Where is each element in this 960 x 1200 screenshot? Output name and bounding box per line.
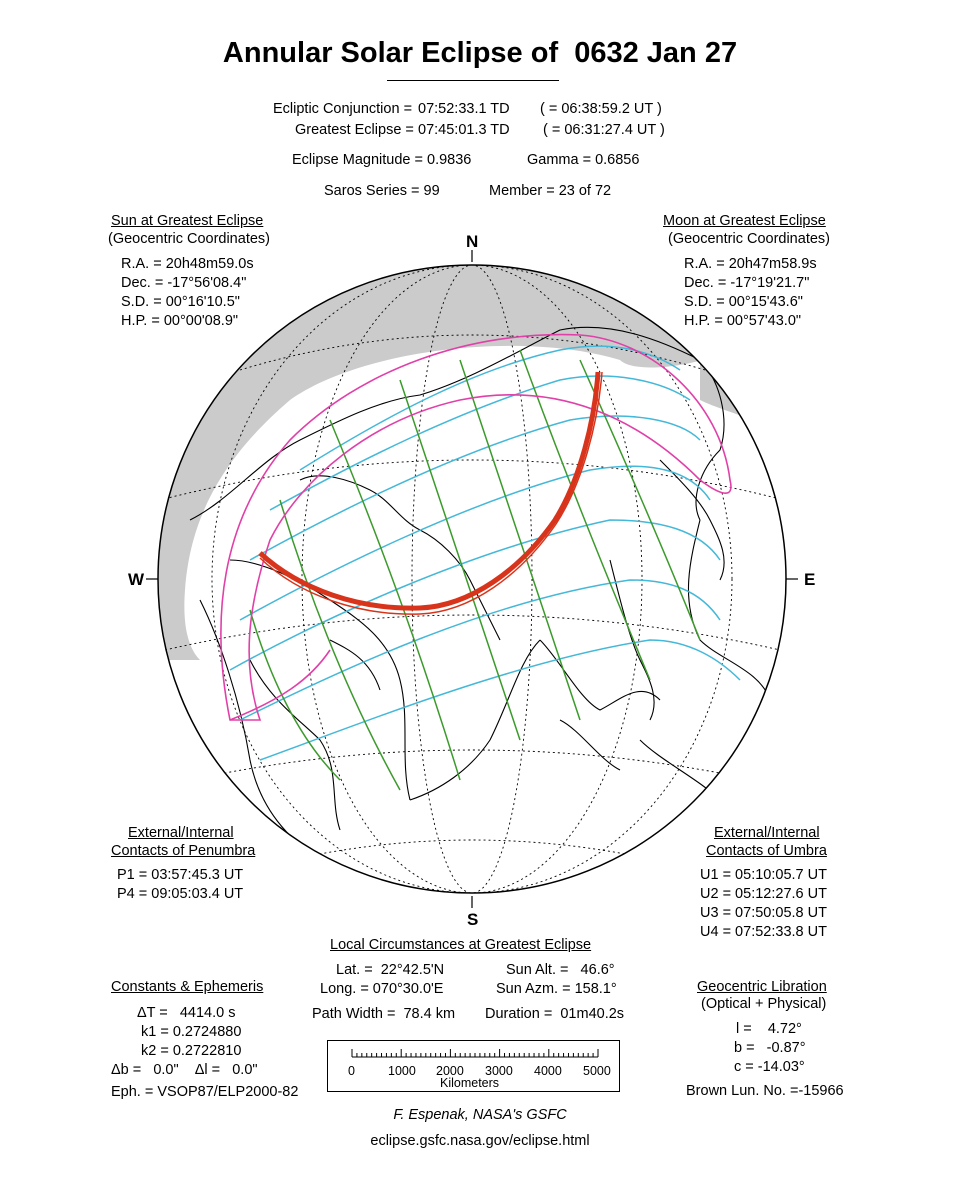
compass-east: E bbox=[804, 570, 816, 589]
sun-dec: Dec. = -17°56'08.4" bbox=[121, 275, 247, 291]
contact-p4: P4 = 09:05:03.4 UT bbox=[117, 886, 244, 902]
contact-u4: U4 = 07:52:33.8 UT bbox=[700, 924, 827, 940]
conjunction-td: 07:52:33.1 TD bbox=[418, 101, 510, 117]
sun-heading: Sun at Greatest Eclipse bbox=[111, 213, 264, 229]
compass-west: W bbox=[128, 570, 145, 589]
conjunction-label: Ecliptic Conjunction = bbox=[273, 101, 413, 117]
saros-series: Saros Series = 99 bbox=[324, 183, 440, 199]
compass-north: N bbox=[466, 232, 479, 251]
penumbra-heading-1: External/Internal bbox=[128, 825, 234, 841]
libration-subheading: (Optical + Physical) bbox=[701, 996, 827, 1012]
local-heading: Local Circumstances at Greatest Eclipse bbox=[330, 937, 592, 953]
ephemeris: Eph. = VSOP87/ELP2000-82 bbox=[111, 1084, 299, 1100]
local-duration: Duration = 01m40.2s bbox=[485, 1006, 625, 1022]
constant-delta-t: ΔT = 4414.0 s bbox=[137, 1005, 236, 1021]
scale-unit: Kilometers bbox=[440, 1076, 500, 1090]
conjunction-ut: ( = 06:38:59.2 UT ) bbox=[540, 101, 662, 117]
libration-c: c = -14.03° bbox=[734, 1059, 805, 1075]
sun-sd: S.D. = 00°16'10.5" bbox=[121, 294, 240, 310]
moon-dec: Dec. = -17°19'21.7" bbox=[684, 275, 810, 291]
contact-u2: U2 = 05:12:27.6 UT bbox=[700, 886, 827, 902]
contact-p1: P1 = 03:57:45.3 UT bbox=[117, 867, 244, 883]
scale-tick-4000: 4000 bbox=[534, 1064, 562, 1078]
constant-k1: k1 = 0.2724880 bbox=[141, 1024, 242, 1040]
moon-heading: Moon at Greatest Eclipse bbox=[663, 213, 826, 229]
libration-b: b = -0.87° bbox=[734, 1040, 806, 1056]
contact-u1: U1 = 05:10:05.7 UT bbox=[700, 867, 827, 883]
moon-hp: H.P. = 00°57'43.0" bbox=[684, 313, 802, 329]
penumbral-limit-outer bbox=[230, 650, 330, 720]
local-sun-alt: Sun Alt. = 46.6° bbox=[506, 962, 615, 978]
scale-tick-5000: 5000 bbox=[583, 1064, 611, 1078]
gamma: Gamma = 0.6856 bbox=[527, 152, 640, 168]
scale-tick-3000: 3000 bbox=[485, 1064, 513, 1078]
source-url: eclipse.gsfc.nasa.gov/eclipse.html bbox=[370, 1133, 590, 1149]
scale-tick-1000: 1000 bbox=[388, 1064, 416, 1078]
local-long: Long. = 070°30.0'E bbox=[320, 981, 444, 997]
brown-lunation: Brown Lun. No. =-15966 bbox=[686, 1083, 844, 1099]
sun-subheading: (Geocentric Coordinates) bbox=[108, 231, 270, 247]
libration-heading: Geocentric Libration bbox=[697, 979, 827, 995]
constants-heading: Constants & Ephemeris bbox=[111, 979, 264, 995]
constant-k2: k2 = 0.2722810 bbox=[141, 1043, 242, 1059]
moon-ra: R.A. = 20h47m58.9s bbox=[684, 256, 817, 272]
local-sun-azm: Sun Azm. = 158.1° bbox=[496, 981, 617, 997]
night-shade-right bbox=[700, 300, 800, 440]
penumbra-heading-2: Contacts of Penumbra bbox=[111, 843, 256, 859]
libration-l: l = 4.72° bbox=[736, 1021, 802, 1037]
compass-south: S bbox=[467, 910, 479, 929]
sun-hp: H.P. = 00°00'08.9" bbox=[121, 313, 239, 329]
local-lat: Lat. = 22°42.5'N bbox=[336, 962, 445, 978]
saros-member: Member = 23 of 72 bbox=[489, 183, 612, 199]
scale-tick-2000: 2000 bbox=[436, 1064, 464, 1078]
greatest-ut: ( = 06:31:27.4 UT ) bbox=[543, 122, 665, 138]
greatest-td: 07:45:01.3 TD bbox=[418, 122, 510, 138]
eclipse-magnitude: Eclipse Magnitude = 0.9836 bbox=[292, 152, 472, 168]
moon-subheading: (Geocentric Coordinates) bbox=[668, 231, 830, 247]
umbra-heading-1: External/Internal bbox=[714, 825, 820, 841]
distance-scale bbox=[327, 1040, 620, 1092]
greatest-label: Greatest Eclipse = bbox=[295, 122, 414, 138]
credit: F. Espenak, NASA's GSFC bbox=[393, 1107, 567, 1123]
constant-delta-b-l: Δb = 0.0" Δl = 0.0" bbox=[111, 1062, 258, 1078]
moon-sd: S.D. = 00°15'43.6" bbox=[684, 294, 803, 310]
page-title: Annular Solar Eclipse of 0632 Jan 27 bbox=[222, 37, 738, 69]
local-path-width: Path Width = 78.4 km bbox=[312, 1006, 456, 1022]
sun-ra: R.A. = 20h48m59.0s bbox=[121, 256, 254, 272]
contact-u3: U3 = 07:50:05.8 UT bbox=[700, 905, 827, 921]
umbra-heading-2: Contacts of Umbra bbox=[706, 843, 827, 859]
scale-tick-0: 0 bbox=[348, 1064, 355, 1078]
